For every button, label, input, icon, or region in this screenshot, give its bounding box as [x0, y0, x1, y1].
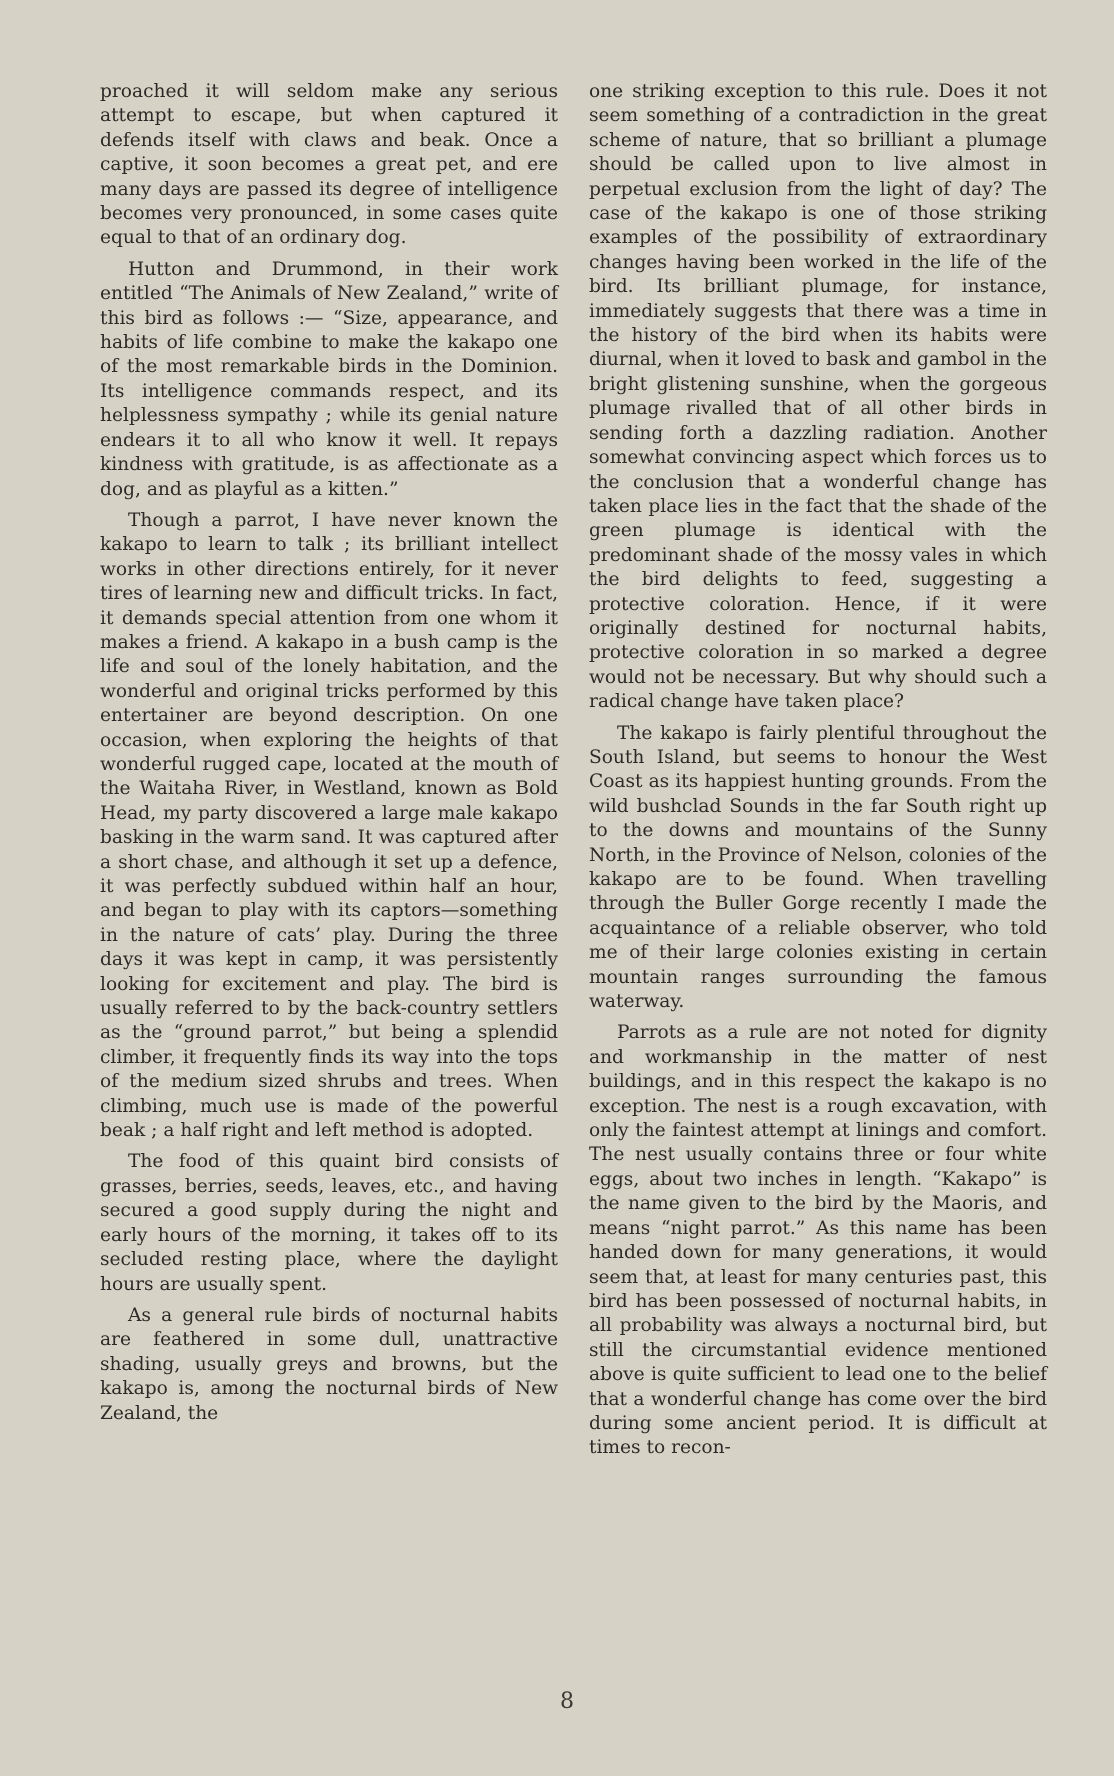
paragraph: The food of this quaint bird consists of grasses, berries, seeds, leaves, etc., and having secured a good supply during the night and early hours of the morning, it takes off to its secluded resting place, where the daylight hours are usually spent. — [100, 1151, 558, 1295]
paragraph: proached it will seldom make any serious attempt to escape, but when captured it defends itself with claws and beak. Once a captive, it soon becomes a great pet, and ere many days are passed its degree of intelligence becomes very pronounced, in some cases quite equal to that of an ordinary dog. — [100, 81, 558, 249]
left-column — [100, 80, 558, 1433]
page-number: 8 — [560, 1689, 574, 1714]
paragraph: one striking exception to this rule. Does it not seem something of a contradiction in the great scheme of nature, that so brilliant a plumage should be called upon to live almost in perpetual exclusion from the light of day? The case of the kakapo is one of those striking examples of the possibility of extraordinary changes having been worked in the life of the bird. Its brilliant plumage, for instance, immediately suggests that there was a time in the history of the bird when its habits were diurnal, when it loved to bask and gambol in the bright glistening sunshine, when the gorgeous plumage rivalled that of all other birds in sending forth a dazzling radiation. Another somewhat convincing aspect which forces us to the conclusion that a wonderful change has taken place lies in the fact that the shade of the green plumage is identical with the predominant shade of the mossy vales in which the bird delights to feed, suggesting a protective coloration. Hence, if it were originally destined for nocturnal habits, protective coloration in so marked a degree would not be necessary. But why should such a radical change have taken place? — [589, 81, 1047, 713]
paragraph: Parrots as a rule are not noted for dignity and workmanship in the matter of nest buildings, and in this respect the kakapo is no exception. The nest is a rough excavation, with only the faintest attempt at linings and comfort. The nest usually contains three or four white eggs, about two inches in length. “Kakapo” is the name given to the bird by the Maoris, and means “night parrot.” As this name has been handed down for many generations, it would seem that, at least for many centuries past, this bird has been possessed of nocturnal habits, in all probability was always a nocturnal bird, but still the circumstantial evidence mentioned above is quite sufficient to lead one to the belief that a wonderful change has come over the bird during some ancient period. It is difficult at times to recon- — [589, 1022, 1047, 1459]
right-column — [589, 80, 1047, 1468]
paragraph: The kakapo is fairly plentiful throughout the South Island, but seems to honour the West Coast as its happiest hunting grounds. From the wild bushclad Sounds in the far South right up to the downs and mountains of the Sunny North, in the Province of Nelson, colonies of the kakapo are to be found. When travelling through the Buller Gorge recently I made the acquaintance of a reliable observer, who told me of their large colonies existing in certain mountain ranges surrounding the famous waterway. — [589, 722, 1047, 1013]
paragraph: Though a parrot, I have never known the kakapo to learn to talk ; its brilliant intellect works in other directions entirely, for it never tires of learning new and difficult tricks. In fact, it demands special attention from one whom it makes a friend. A kakapo in a bush camp is the life and soul of the lonely habitation, and the wonderful and original tricks performed by this entertainer are beyond description. On one occasion, when exploring the heights of that wonderful rugged cape, located at the mouth of the Waitaha River, in Westland, known as Bold Head, my party discovered a large male kakapo basking in the warm sand. It was captured after a short chase, and although it set up a defence, it was perfectly subdued within half an hour, and began to play with its captors—something in the nature of cats’ play. During the three days it was kept in camp, it was persistently looking for excitement and play. The bird is usually referred to by the back-country settlers as the “ground parrot,” but being a splendid climber, it frequently finds its way into the tops of the medium sized shrubs and trees. When climbing, much use is made of the powerful beak ; a half right and left method is adopted. — [100, 509, 558, 1142]
paragraph: Hutton and Drummond, in their work entitled “The Animals of New Zealand,” write of this bird as follows :— “Size, appearance, and habits of life combine to make the kakapo one of the most remarkable birds in the Dominion. Its intelligence commands respect, and its helplessness sympathy ; while its genial nature endears it to all who know it well. It repays kindness with gratitude, is as affectionate as a dog, and as playful as a kitten.” — [100, 258, 558, 500]
paragraph: As a general rule birds of nocturnal habits are feathered in some dull, unattractive shading, usually greys and browns, but the kakapo is, among the nocturnal birds of New Zealand, the — [100, 1304, 558, 1424]
